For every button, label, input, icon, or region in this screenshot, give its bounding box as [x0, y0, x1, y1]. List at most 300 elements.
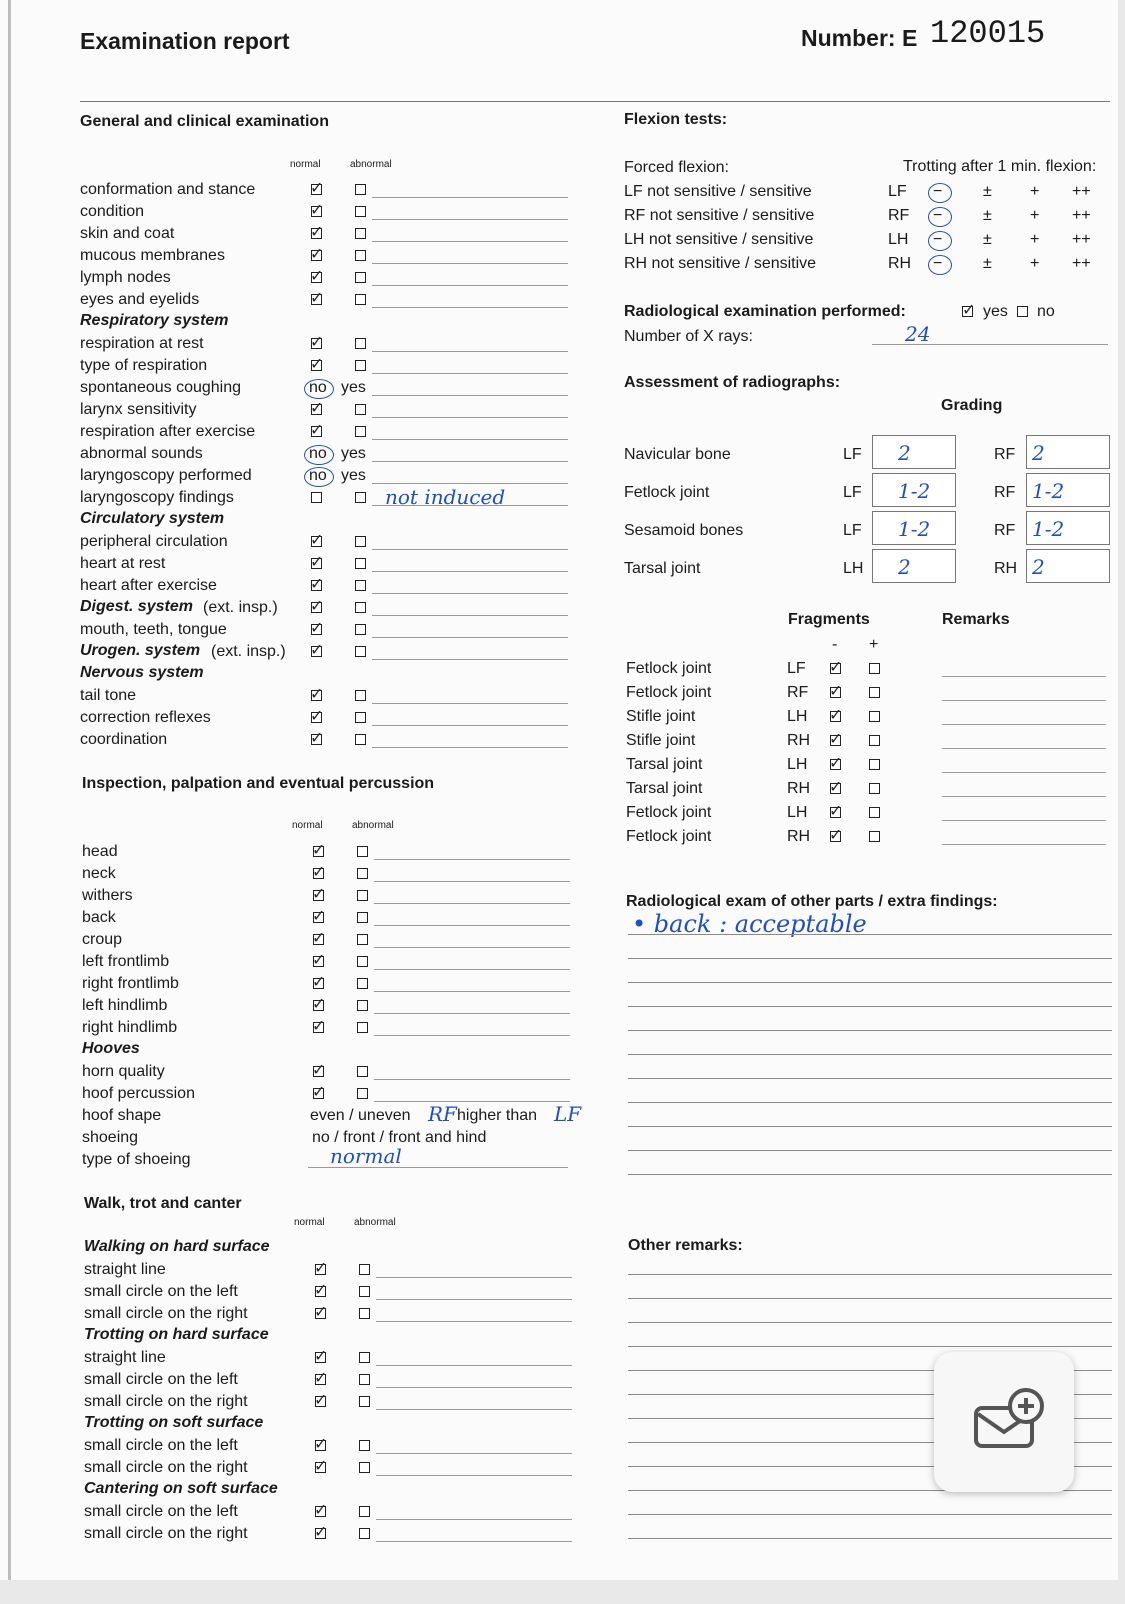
inspection-row-abnormal-checkbox[interactable] — [357, 912, 368, 923]
flexion-row-text: RH not sensitive / sensitive — [624, 255, 817, 272]
ruled-line — [628, 1150, 1112, 1151]
gait-row-line — [376, 1299, 572, 1300]
inspection-row-abnormal-checkbox[interactable] — [357, 890, 368, 901]
inspection-row-line — [374, 991, 570, 992]
general-row-normal-check: ✓ — [310, 598, 324, 615]
fragment-minus-check: ✓ — [829, 683, 843, 700]
ruled-line — [628, 1006, 1112, 1007]
general-row-abnormal-checkbox[interactable] — [355, 624, 366, 635]
inspection-col-abnormal: abnormal — [352, 820, 394, 831]
gait-row-normal-check: ✓ — [314, 1502, 328, 1519]
inspection-row-label: hoof shape — [82, 1107, 162, 1124]
assessment-right-leg: RF — [994, 484, 1016, 501]
assessment-left-grade: 2 — [898, 555, 911, 579]
general-row-line — [372, 219, 568, 220]
inspection-row-line — [374, 1035, 570, 1036]
ruled-line — [628, 1054, 1112, 1055]
general-row-label: tail tone — [80, 687, 137, 704]
fragment-remark-line — [942, 820, 1106, 821]
flexion-scale-option: ++ — [1072, 255, 1091, 272]
ruled-line — [628, 1102, 1112, 1103]
hoof-shape-note-a: RF — [428, 1102, 457, 1126]
general-row-label: mucous membranes — [80, 247, 225, 264]
fragment-remark-line — [942, 748, 1106, 749]
flexion-scale-option: + — [1030, 183, 1040, 200]
inspection-row-abnormal-checkbox[interactable] — [357, 1000, 368, 1011]
general-row-label: correction reflexes — [80, 709, 211, 726]
grading-label: Grading — [941, 397, 1003, 414]
general-row-normal-check: ✓ — [310, 532, 324, 549]
general-row-abnormal-checkbox[interactable] — [355, 404, 366, 415]
gait-row-label: Cantering on soft surface — [84, 1480, 278, 1497]
gait-row-line — [376, 1387, 572, 1388]
general-row-label: spontaneous coughing — [80, 379, 242, 396]
gait-row-line — [376, 1409, 572, 1410]
other-parts-note: • back : acceptable — [632, 910, 867, 938]
flexion-heading: Flexion tests: — [624, 111, 728, 128]
other-parts-heading: Radiological exam of other parts / extra findings: — [626, 893, 998, 910]
general-row-label: condition — [80, 203, 145, 220]
inspection-row-normal-check: ✓ — [312, 952, 326, 969]
fragment-row-name: Fetlock joint — [626, 660, 712, 677]
general-row-label: respiration at rest — [80, 335, 204, 352]
gait-row-line — [376, 1453, 572, 1454]
flexion-scale-option: ++ — [1072, 183, 1091, 200]
general-row-normal-check: ✓ — [310, 708, 324, 725]
general-col-abnormal: abnormal — [350, 159, 392, 170]
general-row-normal-check: ✓ — [310, 356, 324, 373]
gait-col-normal: normal — [294, 1217, 325, 1228]
fragment-row-leg: LH — [787, 756, 808, 773]
fragment-row-leg: LF — [787, 660, 806, 677]
flexion-row-leg: RF — [888, 207, 910, 224]
fragment-minus-check: ✓ — [829, 803, 843, 820]
flexion-selected-circle — [928, 183, 952, 203]
fragment-minus-check: ✓ — [829, 731, 843, 748]
general-row-normal-check: ✓ — [310, 576, 324, 593]
assessment-row-name: Tarsal joint — [624, 560, 701, 577]
gait-row-label: small circle on the right — [84, 1393, 248, 1410]
gait-row-abnormal-checkbox[interactable] — [359, 1396, 370, 1407]
gait-row-label: small circle on the left — [84, 1371, 238, 1388]
general-row-line — [372, 373, 568, 374]
fragments-minus-label: - — [832, 636, 838, 653]
fragment-remark-line — [942, 844, 1106, 845]
general-yes-label: yes — [341, 467, 366, 484]
general-row-label: eyes and eyelids — [80, 291, 200, 308]
inspection-row-label: croup — [82, 931, 123, 948]
gait-row-normal-check: ✓ — [314, 1304, 328, 1321]
fragment-plus-checkbox[interactable] — [869, 759, 880, 770]
laryngoscopy-note: not induced — [385, 485, 506, 509]
general-row-label: mouth, teeth, tongue — [80, 621, 227, 638]
inspection-row-label: head — [82, 843, 118, 860]
fragment-minus-check: ✓ — [829, 827, 843, 844]
general-row-label: type of respiration — [80, 357, 208, 374]
assessment-row-name: Sesamoid bones — [624, 522, 744, 539]
gait-heading: Walk, trot and canter — [84, 1195, 242, 1212]
inspection-row-line — [374, 903, 570, 904]
general-row-line — [372, 395, 568, 396]
fragment-remark-line — [942, 796, 1106, 797]
hoof-shape-note-b: LF — [554, 1102, 582, 1126]
gait-row-abnormal-checkbox[interactable] — [359, 1308, 370, 1319]
general-row-line — [372, 615, 568, 616]
assessment-left-leg: LF — [843, 522, 862, 539]
general-row-abnormal-checkbox[interactable] — [355, 184, 366, 195]
assessment-left-grade-box[interactable] — [872, 549, 956, 583]
general-row-label: lymph nodes — [80, 269, 171, 286]
gait-row-label: small circle on the right — [84, 1459, 248, 1476]
general-row-abnormal-checkbox[interactable] — [355, 426, 366, 437]
flexion-scale-option: + — [1030, 207, 1040, 224]
general-row-label: Nervous system — [80, 664, 204, 681]
inspection-row-normal-check: ✓ — [312, 996, 326, 1013]
general-row-label: Circulatory system — [80, 510, 225, 527]
flexion-scale-option: ++ — [1072, 207, 1091, 224]
inspection-row-line — [374, 925, 570, 926]
fragment-row-name: Stifle joint — [626, 708, 696, 725]
inspection-row-label: hoof percussion — [82, 1085, 195, 1102]
header-rule — [80, 101, 1110, 102]
general-row-label: heart after exercise — [80, 577, 217, 594]
gait-row-label: Walking on hard surface — [84, 1238, 270, 1255]
fragment-row-leg: RH — [787, 828, 811, 845]
assessment-right-leg: RH — [994, 560, 1018, 577]
general-row-normal-check: ✓ — [310, 268, 324, 285]
fragment-row-leg: LH — [787, 804, 808, 821]
forced-flexion-label: Forced flexion: — [624, 159, 729, 176]
flexion-scale-option: − — [933, 183, 943, 200]
general-row-label: laryngoscopy findings — [80, 489, 234, 506]
gait-row-abnormal-checkbox[interactable] — [359, 1352, 370, 1363]
gait-row-normal-check: ✓ — [314, 1458, 328, 1475]
general-row-normal-checkbox[interactable] — [311, 492, 322, 503]
general-col-normal: normal — [290, 159, 321, 170]
flexion-scale-option: − — [933, 207, 943, 224]
general-row-label: (ext. insp.) — [203, 599, 278, 616]
general-row-abnormal-checkbox[interactable] — [355, 492, 366, 503]
general-row-line — [372, 703, 568, 704]
ruled-line — [628, 1126, 1112, 1127]
general-row-abnormal-checkbox[interactable] — [355, 250, 366, 261]
assessment-right-grade: 1-2 — [1032, 517, 1065, 541]
inspection-row-label: right frontlimb — [82, 975, 179, 992]
xray-count-label: Number of X rays: — [624, 328, 753, 345]
ruled-line — [628, 1538, 1112, 1539]
gait-row-normal-check: ✓ — [314, 1370, 328, 1387]
other-remarks-heading: Other remarks: — [628, 1237, 743, 1254]
gait-row-normal-check: ✓ — [314, 1524, 328, 1541]
general-row-normal-check: ✓ — [310, 334, 324, 351]
general-row-line — [372, 241, 568, 242]
general-row-abnormal-checkbox[interactable] — [355, 206, 366, 217]
general-row-normal-check: ✓ — [310, 400, 324, 417]
inspection-row-label: back — [82, 909, 116, 926]
gait-row-line — [376, 1365, 572, 1366]
general-row-label: larynx sensitivity — [80, 401, 197, 418]
fragment-plus-checkbox[interactable] — [869, 711, 880, 722]
general-no-label: no — [309, 445, 327, 462]
general-row-label: respiration after exercise — [80, 423, 256, 440]
inspection-row-label: withers — [82, 887, 133, 904]
general-row-line — [372, 439, 568, 440]
general-row-line — [372, 263, 568, 264]
general-row-normal-check: ✓ — [310, 554, 324, 571]
general-row-line — [372, 307, 568, 308]
flexion-row-text: LF not sensitive / sensitive — [624, 183, 812, 200]
fragment-row-name: Tarsal joint — [626, 780, 703, 797]
fragments-plus-label: + — [869, 636, 879, 653]
flexion-row-leg: LF — [888, 183, 907, 200]
fragment-plus-checkbox[interactable] — [869, 807, 880, 818]
gait-row-normal-check: ✓ — [314, 1260, 328, 1277]
flexion-scale-option: ± — [983, 255, 992, 272]
flexion-selected-circle — [928, 207, 952, 227]
general-row-abnormal-checkbox[interactable] — [355, 558, 366, 569]
fragment-row-leg: RH — [787, 780, 811, 797]
ruled-line — [628, 1514, 1112, 1515]
inspection-row-abnormal-checkbox[interactable] — [357, 868, 368, 879]
general-row-abnormal-checkbox[interactable] — [355, 272, 366, 283]
general-row-label: coordination — [80, 731, 168, 748]
general-row-abnormal-checkbox[interactable] — [355, 338, 366, 349]
flexion-scale-option: ± — [983, 207, 992, 224]
inspection-row-normal-check: ✓ — [312, 908, 326, 925]
general-row-label: Digest. system — [80, 598, 193, 615]
assessment-left-leg: LH — [843, 560, 864, 577]
assessment-left-grade: 2 — [898, 441, 911, 465]
inspection-row-abnormal-checkbox[interactable] — [357, 956, 368, 967]
general-no-label: no — [309, 379, 327, 396]
gait-row-abnormal-checkbox[interactable] — [359, 1374, 370, 1385]
gait-row-line — [376, 1519, 572, 1520]
gait-row-label: Trotting on soft surface — [84, 1414, 264, 1431]
general-row-line — [372, 461, 568, 462]
inspection-row-normal-check: ✓ — [312, 842, 326, 859]
fragment-plus-checkbox[interactable] — [869, 783, 880, 794]
assessment-right-grade: 2 — [1032, 441, 1045, 465]
assessment-right-leg: RF — [994, 446, 1016, 463]
inspection-row-abnormal-checkbox[interactable] — [357, 978, 368, 989]
fragment-row-name: Fetlock joint — [626, 804, 712, 821]
gait-row-abnormal-checkbox[interactable] — [359, 1286, 370, 1297]
assessment-heading: Assessment of radiographs: — [624, 374, 841, 391]
gait-row-label: small circle on the left — [84, 1503, 238, 1520]
general-row-line — [372, 637, 568, 638]
inspection-row-label: horn quality — [82, 1063, 165, 1080]
report-number-label: Number: E — [801, 25, 918, 51]
general-row-normal-check: ✓ — [310, 180, 324, 197]
flexion-row-text: RF not sensitive / sensitive — [624, 207, 815, 224]
inspection-row-abnormal-checkbox[interactable] — [357, 934, 368, 945]
flexion-row-leg: RH — [888, 255, 912, 272]
general-row-normal-check: ✓ — [310, 620, 324, 637]
radiological-performed-label: Radiological examination performed: — [624, 303, 906, 320]
trotting-flexion-label: Trotting after 1 min. flexion: — [903, 158, 1097, 175]
general-row-normal-check: ✓ — [310, 224, 324, 241]
gait-row-normal-check: ✓ — [314, 1282, 328, 1299]
radiological-no-label: no — [1037, 303, 1055, 320]
fragment-row-leg: RH — [787, 732, 811, 749]
inspection-row-label: shoeing — [82, 1129, 139, 1146]
general-row-label: (ext. insp.) — [211, 643, 286, 660]
radiological-yes-check: ✓ — [962, 302, 976, 319]
report-number: 120015 — [930, 15, 1046, 52]
ruled-line — [628, 1322, 1112, 1323]
fragment-remark-line — [942, 724, 1106, 725]
assessment-left-grade: 1-2 — [898, 479, 931, 503]
general-row-normal-check: ✓ — [310, 422, 324, 439]
inspection-row-normal-check: ✓ — [312, 1084, 326, 1101]
inspection-row-normal-check: ✓ — [312, 864, 326, 881]
fragment-row-name: Fetlock joint — [626, 828, 712, 845]
ruled-line — [628, 1030, 1112, 1031]
ruled-line — [628, 982, 1112, 983]
gait-row-abnormal-checkbox[interactable] — [359, 1264, 370, 1275]
gait-col-abnormal: abnormal — [354, 1217, 396, 1228]
fragments-remarks-label: Remarks — [942, 611, 1010, 628]
assessment-left-leg: LF — [843, 446, 862, 463]
gait-row-label: small circle on the right — [84, 1525, 248, 1542]
add-to-mail-button[interactable] — [934, 1352, 1074, 1492]
ruled-line — [628, 1174, 1112, 1175]
general-row-normal-check: ✓ — [310, 202, 324, 219]
general-row-abnormal-checkbox[interactable] — [355, 580, 366, 591]
flexion-scale-option: ± — [983, 183, 992, 200]
general-row-line — [372, 285, 568, 286]
inspection-row-abnormal-checkbox[interactable] — [357, 1088, 368, 1099]
general-row-abnormal-checkbox[interactable] — [355, 734, 366, 745]
gait-row-abnormal-checkbox[interactable] — [359, 1506, 370, 1517]
general-heading: General and clinical examination — [80, 113, 329, 130]
general-row-abnormal-checkbox[interactable] — [355, 602, 366, 613]
general-row-abnormal-checkbox[interactable] — [355, 690, 366, 701]
flexion-row-leg: LH — [888, 231, 909, 248]
assessment-right-leg: RF — [994, 522, 1016, 539]
inspection-row-line — [374, 969, 570, 970]
radiological-no-checkbox[interactable] — [1017, 306, 1028, 317]
general-row-line — [372, 351, 568, 352]
general-row-abnormal-checkbox[interactable] — [355, 712, 366, 723]
inspection-row-line — [374, 1079, 570, 1080]
general-row-line — [372, 197, 568, 198]
flexion-scale-option: ± — [983, 231, 992, 248]
fragment-plus-checkbox[interactable] — [869, 735, 880, 746]
general-row-abnormal-checkbox[interactable] — [355, 360, 366, 371]
ruled-line — [628, 934, 1112, 935]
fragment-plus-checkbox[interactable] — [869, 663, 880, 674]
fragment-remark-line — [942, 676, 1106, 677]
inspection-row-abnormal-checkbox[interactable] — [357, 846, 368, 857]
general-no-label: no — [309, 467, 327, 484]
general-row-abnormal-checkbox[interactable] — [355, 536, 366, 547]
flexion-row-text: LH not sensitive / sensitive — [624, 231, 814, 248]
assessment-left-grade-box[interactable] — [872, 435, 956, 469]
gait-row-abnormal-checkbox[interactable] — [359, 1528, 370, 1539]
ruled-line — [628, 1274, 1112, 1275]
fragment-row-leg: RF — [787, 684, 809, 701]
inspection-row-abnormal-checkbox[interactable] — [357, 1022, 368, 1033]
general-yes-label: yes — [341, 379, 366, 396]
gait-row-line — [376, 1475, 572, 1476]
assessment-row-name: Navicular bone — [624, 446, 731, 463]
ruled-line — [628, 1346, 1112, 1347]
general-row-line — [372, 483, 568, 484]
inspection-row-normal-check: ✓ — [312, 1018, 326, 1035]
general-row-normal-check: ✓ — [310, 686, 324, 703]
inspection-row-abnormal-checkbox[interactable] — [357, 1066, 368, 1077]
general-row-line — [372, 659, 568, 660]
fragment-row-name: Tarsal joint — [626, 756, 703, 773]
general-row-abnormal-checkbox[interactable] — [355, 646, 366, 657]
gait-row-normal-check: ✓ — [314, 1348, 328, 1365]
general-row-abnormal-checkbox[interactable] — [355, 294, 366, 305]
general-row-label: peripheral circulation — [80, 533, 228, 550]
gait-row-normal-check: ✓ — [314, 1392, 328, 1409]
gait-row-abnormal-checkbox[interactable] — [359, 1462, 370, 1473]
flexion-scale-option: + — [1030, 231, 1040, 248]
general-row-abnormal-checkbox[interactable] — [355, 228, 366, 239]
hoof-shape-mid: higher than — [457, 1107, 538, 1124]
fragment-plus-checkbox[interactable] — [869, 831, 880, 842]
inspection-row-normal-check: ✓ — [312, 930, 326, 947]
gait-row-label: straight line — [84, 1349, 166, 1366]
general-row-label: laryngoscopy performed — [80, 467, 252, 484]
shoeing-options: no / front / front and hind — [312, 1129, 487, 1146]
gait-row-line — [376, 1541, 572, 1542]
fragment-plus-checkbox[interactable] — [869, 687, 880, 698]
inspection-row-label: neck — [82, 865, 116, 882]
general-row-normal-check: ✓ — [310, 290, 324, 307]
flexion-scale-option: + — [1030, 255, 1040, 272]
general-row-label: Urogen. system — [80, 642, 201, 659]
assessment-left-grade: 1-2 — [898, 517, 931, 541]
inspection-row-normal-check: ✓ — [312, 974, 326, 991]
fragment-row-name: Fetlock joint — [626, 684, 712, 701]
ruled-line — [628, 1298, 1112, 1299]
general-row-line — [372, 549, 568, 550]
inspection-row-line — [374, 1013, 570, 1014]
inspection-col-normal: normal — [292, 820, 323, 831]
fragment-minus-check: ✓ — [829, 755, 843, 772]
radiological-yes-label: yes — [983, 303, 1008, 320]
general-yes-label: yes — [341, 445, 366, 462]
fragment-row-name: Stifle joint — [626, 732, 696, 749]
general-row-normal-check: ✓ — [310, 246, 324, 263]
gait-row-abnormal-checkbox[interactable] — [359, 1440, 370, 1451]
gait-row-line — [376, 1321, 572, 1322]
inspection-row-label: Hooves — [82, 1040, 140, 1057]
mail-add-icon — [934, 1352, 1074, 1492]
inspection-row-label: left frontlimb — [82, 953, 170, 970]
fragment-remark-line — [942, 700, 1106, 701]
assessment-left-leg: LF — [843, 484, 862, 501]
inspection-row-line — [374, 1101, 570, 1102]
general-row-label: abnormal sounds — [80, 445, 203, 462]
gait-row-label: small circle on the left — [84, 1283, 238, 1300]
fragment-minus-check: ✓ — [829, 779, 843, 796]
inspection-row-line — [374, 859, 570, 860]
fragment-row-leg: LH — [787, 708, 808, 725]
fragment-minus-check: ✓ — [829, 707, 843, 724]
xray-count-value: 24 — [905, 322, 931, 346]
fragment-remark-line — [942, 772, 1106, 773]
general-row-line — [372, 747, 568, 748]
report-title: Examination report — [80, 28, 290, 54]
general-row-normal-check: ✓ — [310, 730, 324, 747]
inspection-heading: Inspection, palpation and eventual percussion — [82, 775, 435, 792]
